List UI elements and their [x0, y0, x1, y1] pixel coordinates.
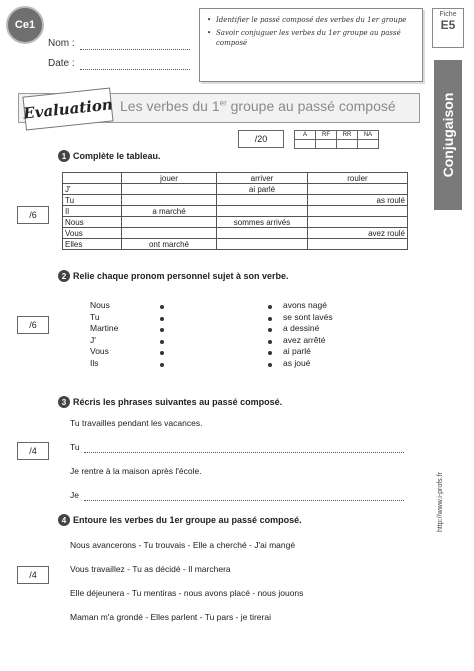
verb-list: [283, 300, 333, 369]
q4-line-2[interactable]: Vous travaillez - Tu as décidé - Il marchera: [70, 564, 231, 574]
subject-banner: [434, 60, 462, 210]
link-dot[interactable]: [160, 317, 164, 321]
table-row: Vous avez roulé: [63, 228, 408, 239]
q2-points-box: /6: [17, 316, 49, 334]
grade-rf: RF: [316, 131, 337, 140]
q3-sentence-1: Tu travailles pendant les vacances.: [70, 418, 203, 428]
table-header: rouler: [308, 173, 408, 184]
table-row: Elles ont marché: [63, 239, 408, 250]
q3-answer-1-start: Tu: [70, 442, 80, 452]
fiche-label: Fiche: [439, 11, 457, 18]
q2-number: 2: [58, 270, 70, 282]
subject-label: Conjugaison: [440, 92, 456, 178]
q3-answer-2-start: Je: [70, 490, 79, 500]
link-dot[interactable]: [160, 328, 164, 332]
link-dot[interactable]: [160, 363, 164, 367]
q3-answer-1-line[interactable]: [84, 451, 404, 453]
grade-a: A: [295, 131, 316, 140]
date-field[interactable]: [80, 68, 190, 70]
objectives-box: [199, 8, 423, 82]
q4-line-4[interactable]: Maman m'a grondé - Elles parlent - Tu pars - je tirerai: [70, 612, 271, 622]
conjugation-table: [62, 172, 408, 250]
pronoun-item: Vous: [90, 346, 109, 356]
objective-2: • Savoir conjuguer les verbes du 1er groupe au passé composé: [204, 28, 418, 48]
pronoun-item: Martine: [90, 323, 119, 333]
verb-item: a dessiné: [283, 323, 320, 333]
q4-number: 4: [58, 514, 70, 526]
link-dot[interactable]: [160, 305, 164, 309]
table-header: [63, 173, 122, 184]
grade-rr: RR: [337, 131, 358, 140]
verb-item: avons nagé: [283, 300, 327, 310]
pronoun-dots: [160, 305, 164, 374]
nom-label: Nom :: [48, 38, 75, 49]
objective-1: • Identifier le passé composé des verbes du 1er groupe: [204, 15, 418, 25]
link-dot[interactable]: [268, 351, 272, 355]
table-row: Il a marché: [63, 206, 408, 217]
q3-answer-2-line[interactable]: [84, 499, 404, 501]
site-url: http://www.i-profs.fr: [437, 472, 444, 532]
total-score-box: /20: [238, 130, 284, 148]
q3-points-box: /4: [17, 442, 49, 460]
table-row: Tu as roulé: [63, 195, 408, 206]
evaluation-title: Les verbes du 1er groupe au passé composé: [120, 98, 396, 114]
link-dot[interactable]: [268, 363, 272, 367]
q1-instruction: Complète le tableau.: [73, 151, 161, 161]
pronoun-item: Nous: [90, 300, 110, 310]
verb-dots: [268, 305, 272, 374]
verb-item: as joué: [283, 357, 311, 368]
link-dot[interactable]: [160, 351, 164, 355]
verb-item: ai parlé: [283, 346, 311, 356]
q4-instruction: Entoure les verbes du 1er groupe au passé composé.: [73, 515, 302, 525]
pronoun-list: [90, 300, 118, 369]
table-row: J' ai parlé: [63, 184, 408, 195]
link-dot[interactable]: [268, 317, 272, 321]
nom-field[interactable]: [80, 48, 190, 50]
link-dot[interactable]: [268, 305, 272, 309]
q3-sentence-2: Je rentre à la maison après l'école.: [70, 466, 202, 476]
table-row: Nous sommes arrivés: [63, 217, 408, 228]
date-label: Date :: [48, 58, 75, 69]
q2-instruction: Relie chaque pronom personnel sujet à son verbe.: [73, 271, 289, 281]
q4-points-box: /4: [17, 566, 49, 584]
table-header: jouer: [122, 173, 217, 184]
q1-points-box: /6: [17, 206, 49, 224]
q4-line-1[interactable]: Nous avancerons - Tu trouvais - Elle a cherché - J'ai mangé: [70, 540, 296, 550]
verb-item: avez arrêté: [283, 334, 326, 345]
link-dot[interactable]: [160, 340, 164, 344]
level-badge: Ce1: [6, 6, 44, 44]
fiche-code: E5: [440, 18, 456, 32]
link-dot[interactable]: [268, 328, 272, 332]
pronoun-item: Tu: [90, 311, 100, 322]
verb-item: se sont lavés: [283, 311, 333, 322]
link-dot[interactable]: [268, 340, 272, 344]
grade-na: NA: [358, 131, 379, 140]
grade-table: [294, 130, 379, 149]
q4-line-3[interactable]: Elle déjeunera - Tu mentiras - nous avons placé - nous jouons: [70, 588, 304, 598]
q3-instruction: Récris les phrases suivantes au passé composé.: [73, 397, 283, 407]
evaluation-tag: Evaluation: [22, 87, 113, 130]
table-header: arriver: [217, 173, 308, 184]
pronoun-item: Ils: [90, 357, 99, 368]
q1-number: 1: [58, 150, 70, 162]
pronoun-item: J': [90, 334, 96, 345]
q3-number: 3: [58, 396, 70, 408]
fiche-box: [432, 8, 464, 48]
